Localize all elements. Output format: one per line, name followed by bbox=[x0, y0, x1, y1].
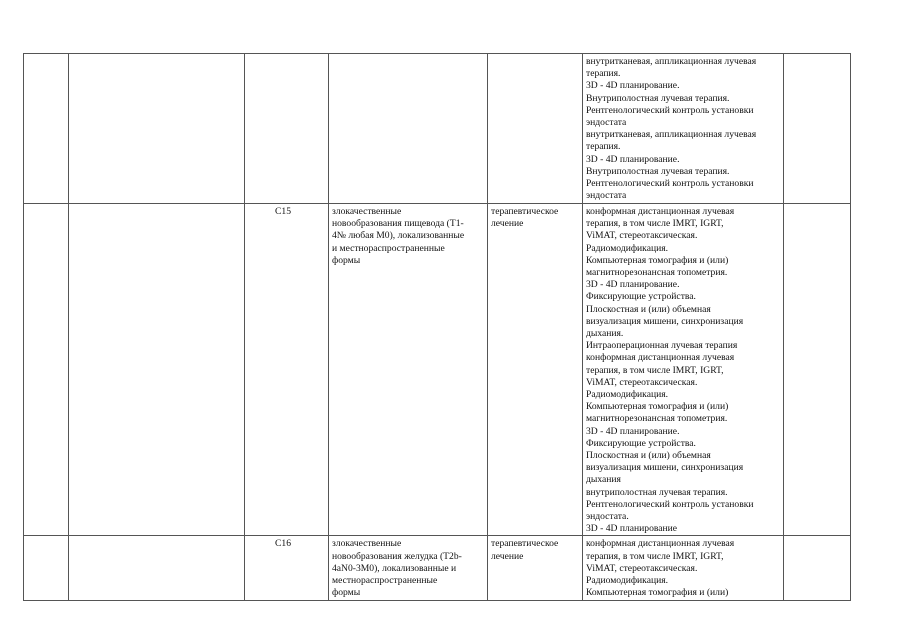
method-line: дыхания. bbox=[586, 328, 624, 340]
diagnosis-line: новообразования пищевода (T1- bbox=[332, 218, 464, 230]
diagnosis-line: 4№ любая M0), локализованные bbox=[332, 230, 465, 242]
method-line: Рентгенологический контроль установки bbox=[586, 498, 754, 510]
method-line: Радиомодификация. bbox=[586, 242, 669, 254]
method-line: Внутриполостная лучевая терапия. bbox=[586, 92, 730, 104]
method-line: Рентгенологический контроль установки bbox=[586, 104, 754, 116]
method-line: Внутриполостная лучевая терапия. bbox=[586, 165, 730, 177]
empty-cell bbox=[784, 204, 851, 536]
treatment-line: терапевтическое bbox=[491, 206, 559, 217]
empty-cell bbox=[69, 536, 245, 600]
method-line: терапия. bbox=[586, 68, 621, 80]
method-line: 3D - 4D планирование. bbox=[586, 279, 680, 291]
method-line: Плоскостная и (или) объемная bbox=[586, 303, 711, 315]
diagnosis-line: 4aN0-3M0), локализованные и bbox=[332, 562, 457, 574]
method-line: 3D - 4D планирование bbox=[586, 523, 678, 535]
treatment-line: терапевтическое bbox=[491, 538, 559, 550]
method-line: терапия, в том числе IMRT, IGRT, bbox=[586, 218, 724, 230]
diagnosis-line: новообразования желудка (T2b- bbox=[332, 550, 462, 562]
empty-cell bbox=[24, 204, 69, 536]
method-line: внутриполостная лучевая терапия. bbox=[586, 486, 728, 498]
method-line: ViMAT, стереотаксическая. bbox=[586, 230, 698, 242]
method-line: 3D - 4D планирование. bbox=[586, 425, 680, 437]
treatment-cell bbox=[488, 54, 583, 204]
method-line: Рентгенологический контроль установки bbox=[586, 178, 754, 190]
table-row bbox=[24, 54, 851, 204]
treatment-line: лечение bbox=[491, 550, 524, 562]
treatment-cell bbox=[488, 204, 583, 536]
method-cell bbox=[583, 536, 784, 600]
empty-cell bbox=[24, 536, 69, 600]
diagnosis-cell bbox=[329, 54, 488, 204]
method-line: внутритканевая, аппликационная лучевая bbox=[586, 129, 757, 141]
table-row bbox=[24, 204, 851, 536]
method-line: терапия. bbox=[586, 141, 621, 153]
method-line: терапия, в том числе IMRT, IGRT, bbox=[586, 364, 724, 376]
method-line: эндостата bbox=[586, 190, 627, 202]
icd-code-cell bbox=[245, 536, 329, 600]
method-line: конформная дистанционная лучевая bbox=[586, 538, 735, 550]
diagnosis-cell bbox=[329, 204, 488, 536]
method-line: эндостата bbox=[586, 117, 627, 129]
treatment-line: лечение bbox=[491, 218, 524, 230]
method-line: визуализация мишени, синхронизация bbox=[586, 315, 744, 327]
empty-cell bbox=[784, 536, 851, 600]
empty-cell bbox=[69, 204, 245, 536]
method-line: Компьютерная томография и (или) bbox=[586, 401, 729, 413]
icd-code-cell bbox=[245, 54, 329, 204]
method-line: конформная дистанционная лучевая bbox=[586, 352, 735, 364]
method-line: 3D - 4D планирование. bbox=[586, 153, 680, 165]
treatment-cell bbox=[488, 536, 583, 600]
diagnosis-line: злокачественные bbox=[332, 538, 402, 550]
method-line: дыхания bbox=[586, 474, 621, 486]
method-line: Компьютерная томография и (или) bbox=[586, 587, 729, 599]
method-cell bbox=[583, 54, 784, 204]
method-line: конформная дистанционная лучевая bbox=[586, 206, 735, 217]
method-line: 3D - 4D планирование. bbox=[586, 80, 680, 92]
method-line: Компьютерная томография и (или) bbox=[586, 254, 729, 266]
method-line: Интраоперационная лучевая терапия bbox=[586, 340, 738, 352]
method-line: эндостата. bbox=[586, 511, 629, 523]
empty-cell bbox=[784, 54, 851, 204]
icd-code-cell bbox=[245, 204, 329, 536]
method-line: визуализация мишени, синхронизация bbox=[586, 462, 744, 474]
table-row bbox=[24, 536, 851, 600]
method-line: Радиомодификация. bbox=[586, 575, 669, 587]
method-line: внутритканевая, аппликационная лучевая bbox=[586, 56, 757, 67]
method-line: магнитнорезонансная топометрия. bbox=[586, 413, 728, 425]
method-line: Фиксирующие устройства. bbox=[586, 291, 696, 303]
method-cell bbox=[583, 204, 784, 536]
empty-cell bbox=[24, 54, 69, 204]
method-line: ViMAT, стереотаксическая. bbox=[586, 562, 698, 574]
treatment-table bbox=[23, 53, 851, 601]
method-line: Фиксирующие устройства. bbox=[586, 437, 696, 449]
method-line: терапия, в том числе IMRT, IGRT, bbox=[586, 550, 724, 562]
diagnosis-line: формы bbox=[332, 254, 361, 266]
diagnosis-line: злокачественные bbox=[332, 206, 402, 217]
icd-code: C15 bbox=[275, 206, 291, 217]
empty-cell bbox=[69, 54, 245, 204]
icd-code: C16 bbox=[275, 538, 291, 550]
method-line: ViMAT, стереотаксическая. bbox=[586, 376, 698, 388]
diagnosis-cell bbox=[329, 536, 488, 600]
method-line: магнитнорезонансная топометрия. bbox=[586, 267, 728, 279]
diagnosis-line: местнораспространенные bbox=[332, 575, 438, 587]
method-line: Плоскостная и (или) объемная bbox=[586, 450, 711, 462]
diagnosis-line: и местнораспространенные bbox=[332, 242, 445, 254]
method-line: Радиомодификация. bbox=[586, 389, 669, 401]
diagnosis-line: формы bbox=[332, 587, 361, 599]
